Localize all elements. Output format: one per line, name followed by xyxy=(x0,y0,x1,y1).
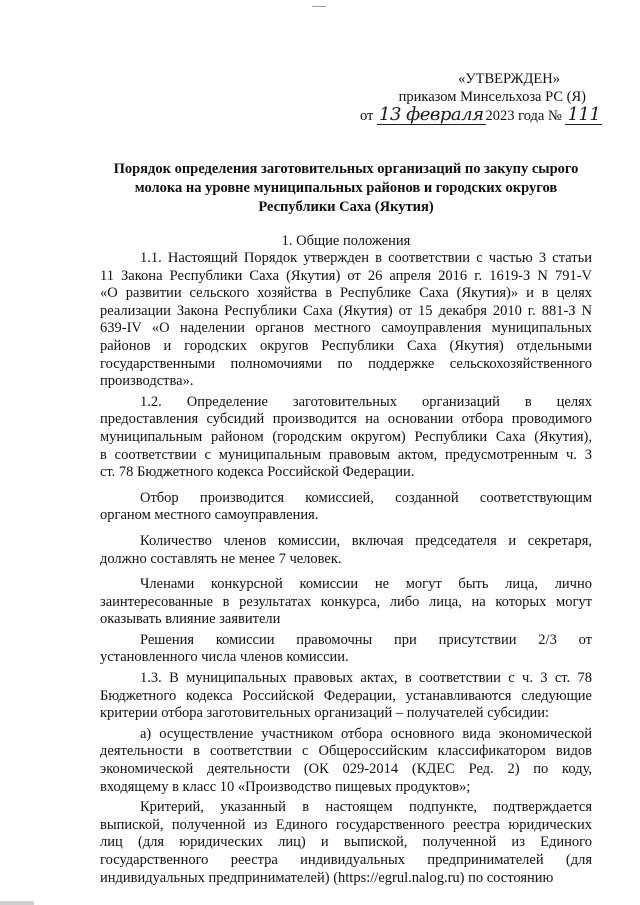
text-line: 639-IV «О наделении органов местного самоуправления муниципальных xyxy=(100,320,592,337)
text-line: экономической деятельности (ОК 029-2014 (КДЕС Ред. 2) по коду, xyxy=(100,761,592,778)
text-line: 1.3. В муниципальных правовых актах, в соответствии с ч. 3 ст. 78 xyxy=(140,670,592,687)
section-heading: 1. Общие положения xyxy=(281,233,411,249)
text-line: Критерий, указанный в настоящем подпункте, подтверждается xyxy=(140,799,592,816)
text-line: реализации Закона Республики Саха (Якутия) от 15 декабря 2010 г. 881-З N xyxy=(100,302,592,319)
text-line: Бюджетного кодекса Российской Федерации, устанавливаются следующие xyxy=(100,687,592,704)
text-line: Членами конкурсной комиссии не могут быть лица, лично xyxy=(140,576,592,593)
text-line: деятельности в соответствии с Общероссийским классификатором видов xyxy=(100,743,592,760)
text-line: а) осуществление участником отбора основного вида экономической xyxy=(140,725,592,742)
text-line: в соответствии с муниципальным правовым актом, предусмотренным ч. 3 xyxy=(100,446,592,463)
scan-mark-top xyxy=(312,6,326,7)
approval-year: 2023 года № xyxy=(485,108,562,124)
text-line: 1.1. Настоящий Порядок утвержден в соответствии с частью 3 статьи xyxy=(140,250,592,266)
text-line: заинтересованные в результатах конкурса, либо лица, на которых могут xyxy=(100,593,592,610)
approval-order: приказом Минсельхоза РС (Я) xyxy=(398,89,586,105)
text-line: Решения комиссии правомочны при присутствии 2/3 от xyxy=(140,631,592,648)
paragraph-selection xyxy=(100,490,592,525)
approval-stamp xyxy=(360,70,600,125)
paragraph-1-1 xyxy=(100,250,592,391)
text-line: Отбор производится комиссией, созданной соответствующим xyxy=(140,489,592,506)
approval-date-line xyxy=(360,106,600,125)
text-line: критерии отбора заготовительных организаций – получателей субсидии: xyxy=(100,705,549,722)
paragraph-quorum xyxy=(100,632,592,667)
text-line: выпиской, полученной из Единого государственного реестра юридических xyxy=(100,816,592,833)
text-line: 11 Закона Республики Саха (Якутия) от 26 апреля 2016 г. 1619-З N 791-V xyxy=(100,267,592,284)
text-line: районов и городских округов Республики Саха (Якутия) отдельными xyxy=(100,337,592,354)
text-line: ст. 78 Бюджетного кодекса Российской Федерации. xyxy=(100,464,415,481)
approval-date-prefix: от xyxy=(360,108,374,124)
handwritten-date: 13 февраля xyxy=(379,104,484,125)
text-line: предоставления субсидий производится на основании отбора проводимого xyxy=(100,411,592,428)
paragraph-criterion-proof xyxy=(100,799,592,887)
text-line: 1.2. Определение заготовительных организаций в целях xyxy=(140,393,592,410)
scan-mark-bottom xyxy=(0,901,34,905)
paragraph-1-3 xyxy=(100,670,592,723)
text-line: должно составлять не менее 7 человек. xyxy=(100,550,342,567)
paragraph-1-2 xyxy=(100,394,592,482)
text-line: установленного числа членов комиссии. xyxy=(100,649,349,666)
text-line: органом местного самоуправления. xyxy=(100,507,319,524)
text-line: Количество членов комиссии, включая председателя и секретаря, xyxy=(140,532,592,549)
text-line: производства». xyxy=(100,373,194,390)
text-line: государственными полномочиями по поддержке сельскохозяйственного xyxy=(100,355,592,372)
text-line: индивидуальных предпринимателей) (https://egrul.nalog.ru) по состоянию xyxy=(100,869,554,886)
title-line-1: Порядок определения заготовительных организаций по закупу сырого xyxy=(113,161,579,177)
text-line: «О развитии сельского хозяйства в Республике Саха (Якутия)» и в целях xyxy=(100,285,592,302)
text-line: лиц (для юридических лиц) и выпиской, полученной из Единого xyxy=(100,834,592,851)
text-line: государственного реестра индивидуальных предпринимателей (для xyxy=(100,852,592,868)
document-body xyxy=(100,250,592,887)
text-line: входящему в класс 10 «Производство пищевых продуктов»; xyxy=(100,778,471,795)
paragraph-member-count xyxy=(100,533,592,568)
title-line-3: Республики Саха (Якутия) xyxy=(258,199,434,215)
handwritten-order-number: 111 xyxy=(567,104,601,125)
paragraph-members xyxy=(100,576,592,629)
text-line: муниципальным районом (городским округом) Республики Саха (Якутия), xyxy=(100,428,592,445)
approval-title: «УТВЕРЖДЕН» xyxy=(458,71,560,87)
title-line-2: молока на уровне муниципальных районов и городских округов xyxy=(134,180,558,196)
text-line: оказывать влияние заявители xyxy=(100,611,281,628)
document-title xyxy=(100,160,592,217)
paragraph-criterion-a xyxy=(100,726,592,796)
